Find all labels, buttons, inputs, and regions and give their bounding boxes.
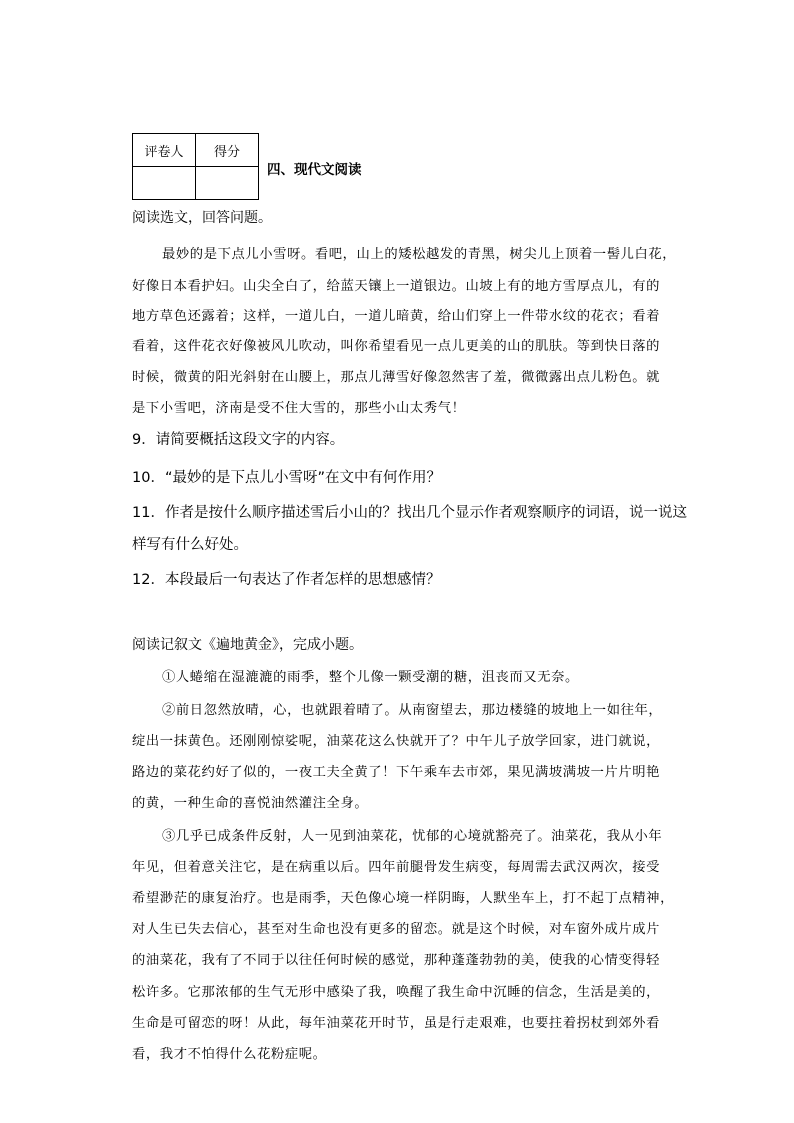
passage2-line: ②前日忽然放晴，心，也就跟着晴了。从南窗望去，那边楼缝的坡地上一如往年， — [162, 703, 663, 718]
grader-value-cell[interactable] — [133, 167, 196, 200]
passage2-line: 的黄，一种生命的喜悦油然灌注全身。 — [132, 796, 369, 811]
passage2-line: 绽出一抹黄色。还刚刚惊娑呢，油菜花这么快就开了？中午儿子放学回家，进门就说， — [132, 734, 661, 749]
question-11: 11．作者是按什么顺序描述雪后小山的？找出几个显示作者观察顺序的词语，说一说这 — [132, 505, 687, 521]
question-12: 12．本段最后一句表达了作者怎样的思想感情？ — [132, 572, 441, 588]
score-table — [132, 133, 259, 200]
passage2-line: 路边的菜花约好了似的，一夜工夫全黄了！下午乘车去市郊，果见满坡满坡一片片明艳 — [132, 765, 661, 780]
passage2-line: 松许多。它那浓郁的生气无形中感染了我，唤醒了我生命中沉睡的信念，生活是美的， — [132, 985, 661, 1000]
passage2-line: 看，我才不怕得什么花粉症呢。 — [132, 1047, 327, 1062]
passage1-line: 最妙的是下点儿小雪呀。看吧，山上的矮松越发的青黑，树尖儿上顶着一髻儿白花， — [162, 247, 677, 262]
question-10: 10．“最妙的是下点儿小雪呀”在文中有何作用？ — [132, 470, 441, 486]
passage2-line: 的油菜花，我有了不同于以往任何时候的感觉，那种蓬蓬勃勃的美，使我的心情变得轻 — [132, 953, 661, 968]
grader-label-cell: 评卷人 — [133, 134, 196, 167]
passage1-line: 好像日本看护妇。山尖全白了，给蓝天镶上一道银边。山坡上有的地方雪厚点儿，有的 — [132, 279, 661, 294]
part2-prompt: 阅读记叙文《遍地黄金》，完成小题。 — [132, 637, 363, 653]
score-value-cell[interactable] — [196, 167, 259, 200]
passage2-line: 对人生已失去信心，甚至对生命也没有更多的留恋。就是这个时候，对车窗外成片成片 — [132, 922, 661, 937]
passage2-line: 生命是可留恋的呀！从此，每年油菜花开时节，虽是行走艰难，也要拄着拐杖到郊外看 — [132, 1016, 661, 1031]
section-title: 四、现代文阅读 — [267, 162, 362, 178]
passage2-line: 希望渺茫的康复治疗。也是雨季，天色像心境一样阴晦，人默坐车上，打不起丁点精神， — [132, 891, 674, 906]
passage1-line: 是下小雪吧，济南是受不住大雪的，那些小山太秀气！ — [132, 401, 466, 416]
question-11-continued: 样写有什么好处。 — [132, 537, 248, 553]
passage1-line: 看着，这件花衣好像被风儿吹动，叫你希望看见一点儿更美的山的肌肤。等到快日落的 — [132, 339, 661, 354]
question-9: 9．请简要概括这段文字的内容。 — [132, 432, 345, 448]
passage2-line: 年见，但着意关注它，是在病重以后。四年前腿骨发生病变，每周需去武汉两次，接受 — [132, 860, 661, 875]
score-label-cell: 得分 — [196, 134, 259, 167]
passage1-line: 地方草色还露着；这样，一道儿白，一道儿暗黄，给山们穿上一件带水纹的花衣；看着 — [132, 309, 661, 324]
passage2-line: ①人蜷缩在湿漉漉的雨季，整个儿像一颗受潮的糖，沮丧而又无奈。 — [162, 670, 579, 685]
passage2-line: ③几乎已成条件反射，人一见到油菜花，忧郁的心境就豁亮了。油菜花，我从小年 — [162, 829, 663, 844]
passage1-line: 时候，微黄的阳光斜射在山腰上，那点儿薄雪好像忽然害了羞，微微露出点儿粉色。就 — [132, 370, 661, 385]
part1-prompt: 阅读选文，回答问题。 — [132, 210, 272, 226]
